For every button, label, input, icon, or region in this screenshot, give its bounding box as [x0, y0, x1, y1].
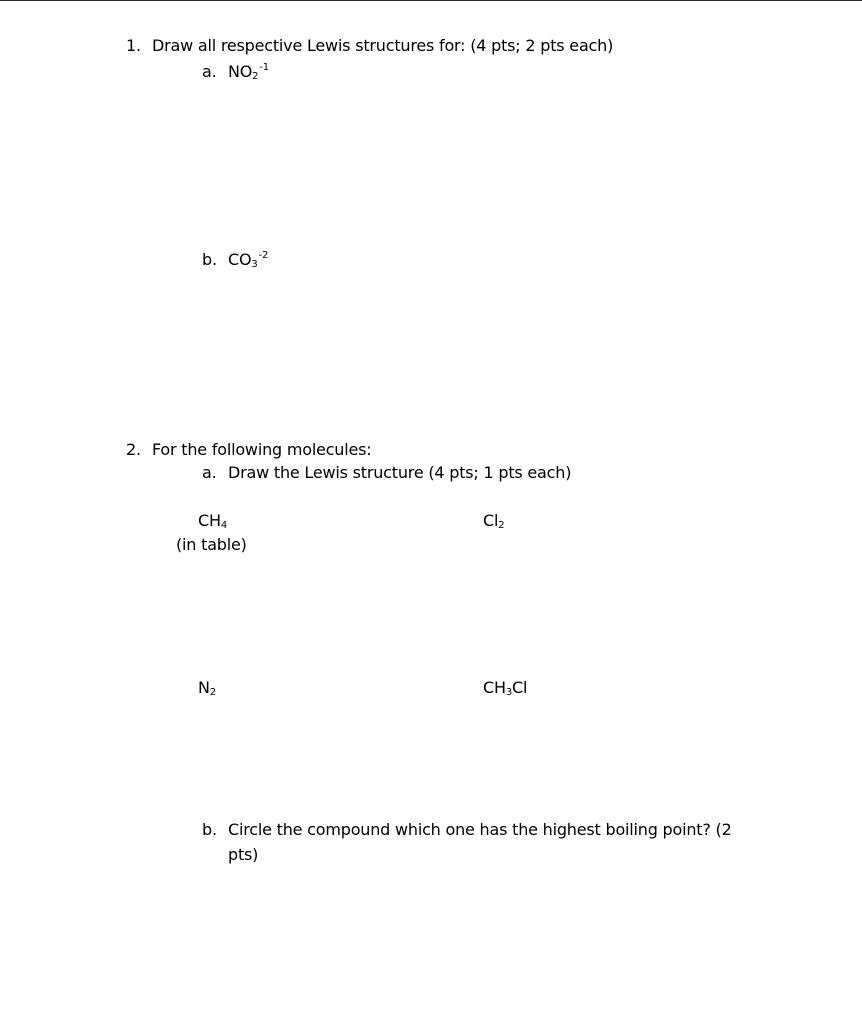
top-border-line: [0, 0, 862, 1]
question-2a-letter: a.: [202, 463, 217, 482]
no2-charge: -1: [259, 62, 269, 73]
molecule-ch3cl: [483, 678, 527, 701]
ch3cl-suffix: Cl: [511, 678, 528, 697]
question-2b-line-2: pts): [228, 845, 259, 864]
question-1a: [202, 62, 269, 82]
question-2b-letter: b.: [202, 820, 217, 839]
question-1a-formula: [228, 62, 269, 85]
molecule-n2: [198, 678, 216, 701]
question-2: [126, 440, 372, 460]
question-1-text: Draw all respective Lewis structures for: (4 pts; 2 pts each): [152, 36, 614, 55]
question-1b: [202, 250, 269, 270]
question-1: [126, 36, 614, 56]
cl2-subscript: 2: [498, 520, 505, 531]
no2-formula: NO: [228, 62, 253, 81]
question-1b-letter: b.: [202, 250, 217, 269]
molecule-cl2: [483, 511, 504, 534]
ch4-subscript: 4: [220, 520, 227, 531]
co3-charge: -2: [258, 250, 269, 261]
ch4-formula: CH: [198, 511, 221, 530]
n2-subscript: 2: [209, 687, 216, 698]
question-2a: [202, 463, 572, 483]
no2-subscript: 2: [252, 71, 259, 82]
question-1-number: 1.: [126, 36, 141, 55]
question-2-text: For the following molecules:: [152, 440, 372, 459]
n2-formula: N: [198, 678, 210, 697]
question-2b-line-1: Circle the compound which one has the highest boiling point? (2: [228, 820, 732, 839]
question-2a-text: Draw the Lewis structure (4 pts; 1 pts each): [228, 463, 572, 482]
question-2b: [202, 820, 732, 840]
ch3cl-prefix: CH: [483, 678, 506, 697]
molecule-ch4: [198, 511, 227, 534]
question-2-number: 2.: [126, 440, 141, 459]
ch4-note: (in table): [176, 535, 247, 554]
cl2-formula: Cl: [483, 511, 499, 530]
question-1a-letter: a.: [202, 62, 217, 81]
question-1b-formula: [228, 250, 268, 273]
co3-subscript: 3: [251, 259, 258, 270]
ch3cl-subscript: 3: [505, 687, 512, 698]
co3-formula: CO: [228, 250, 252, 269]
